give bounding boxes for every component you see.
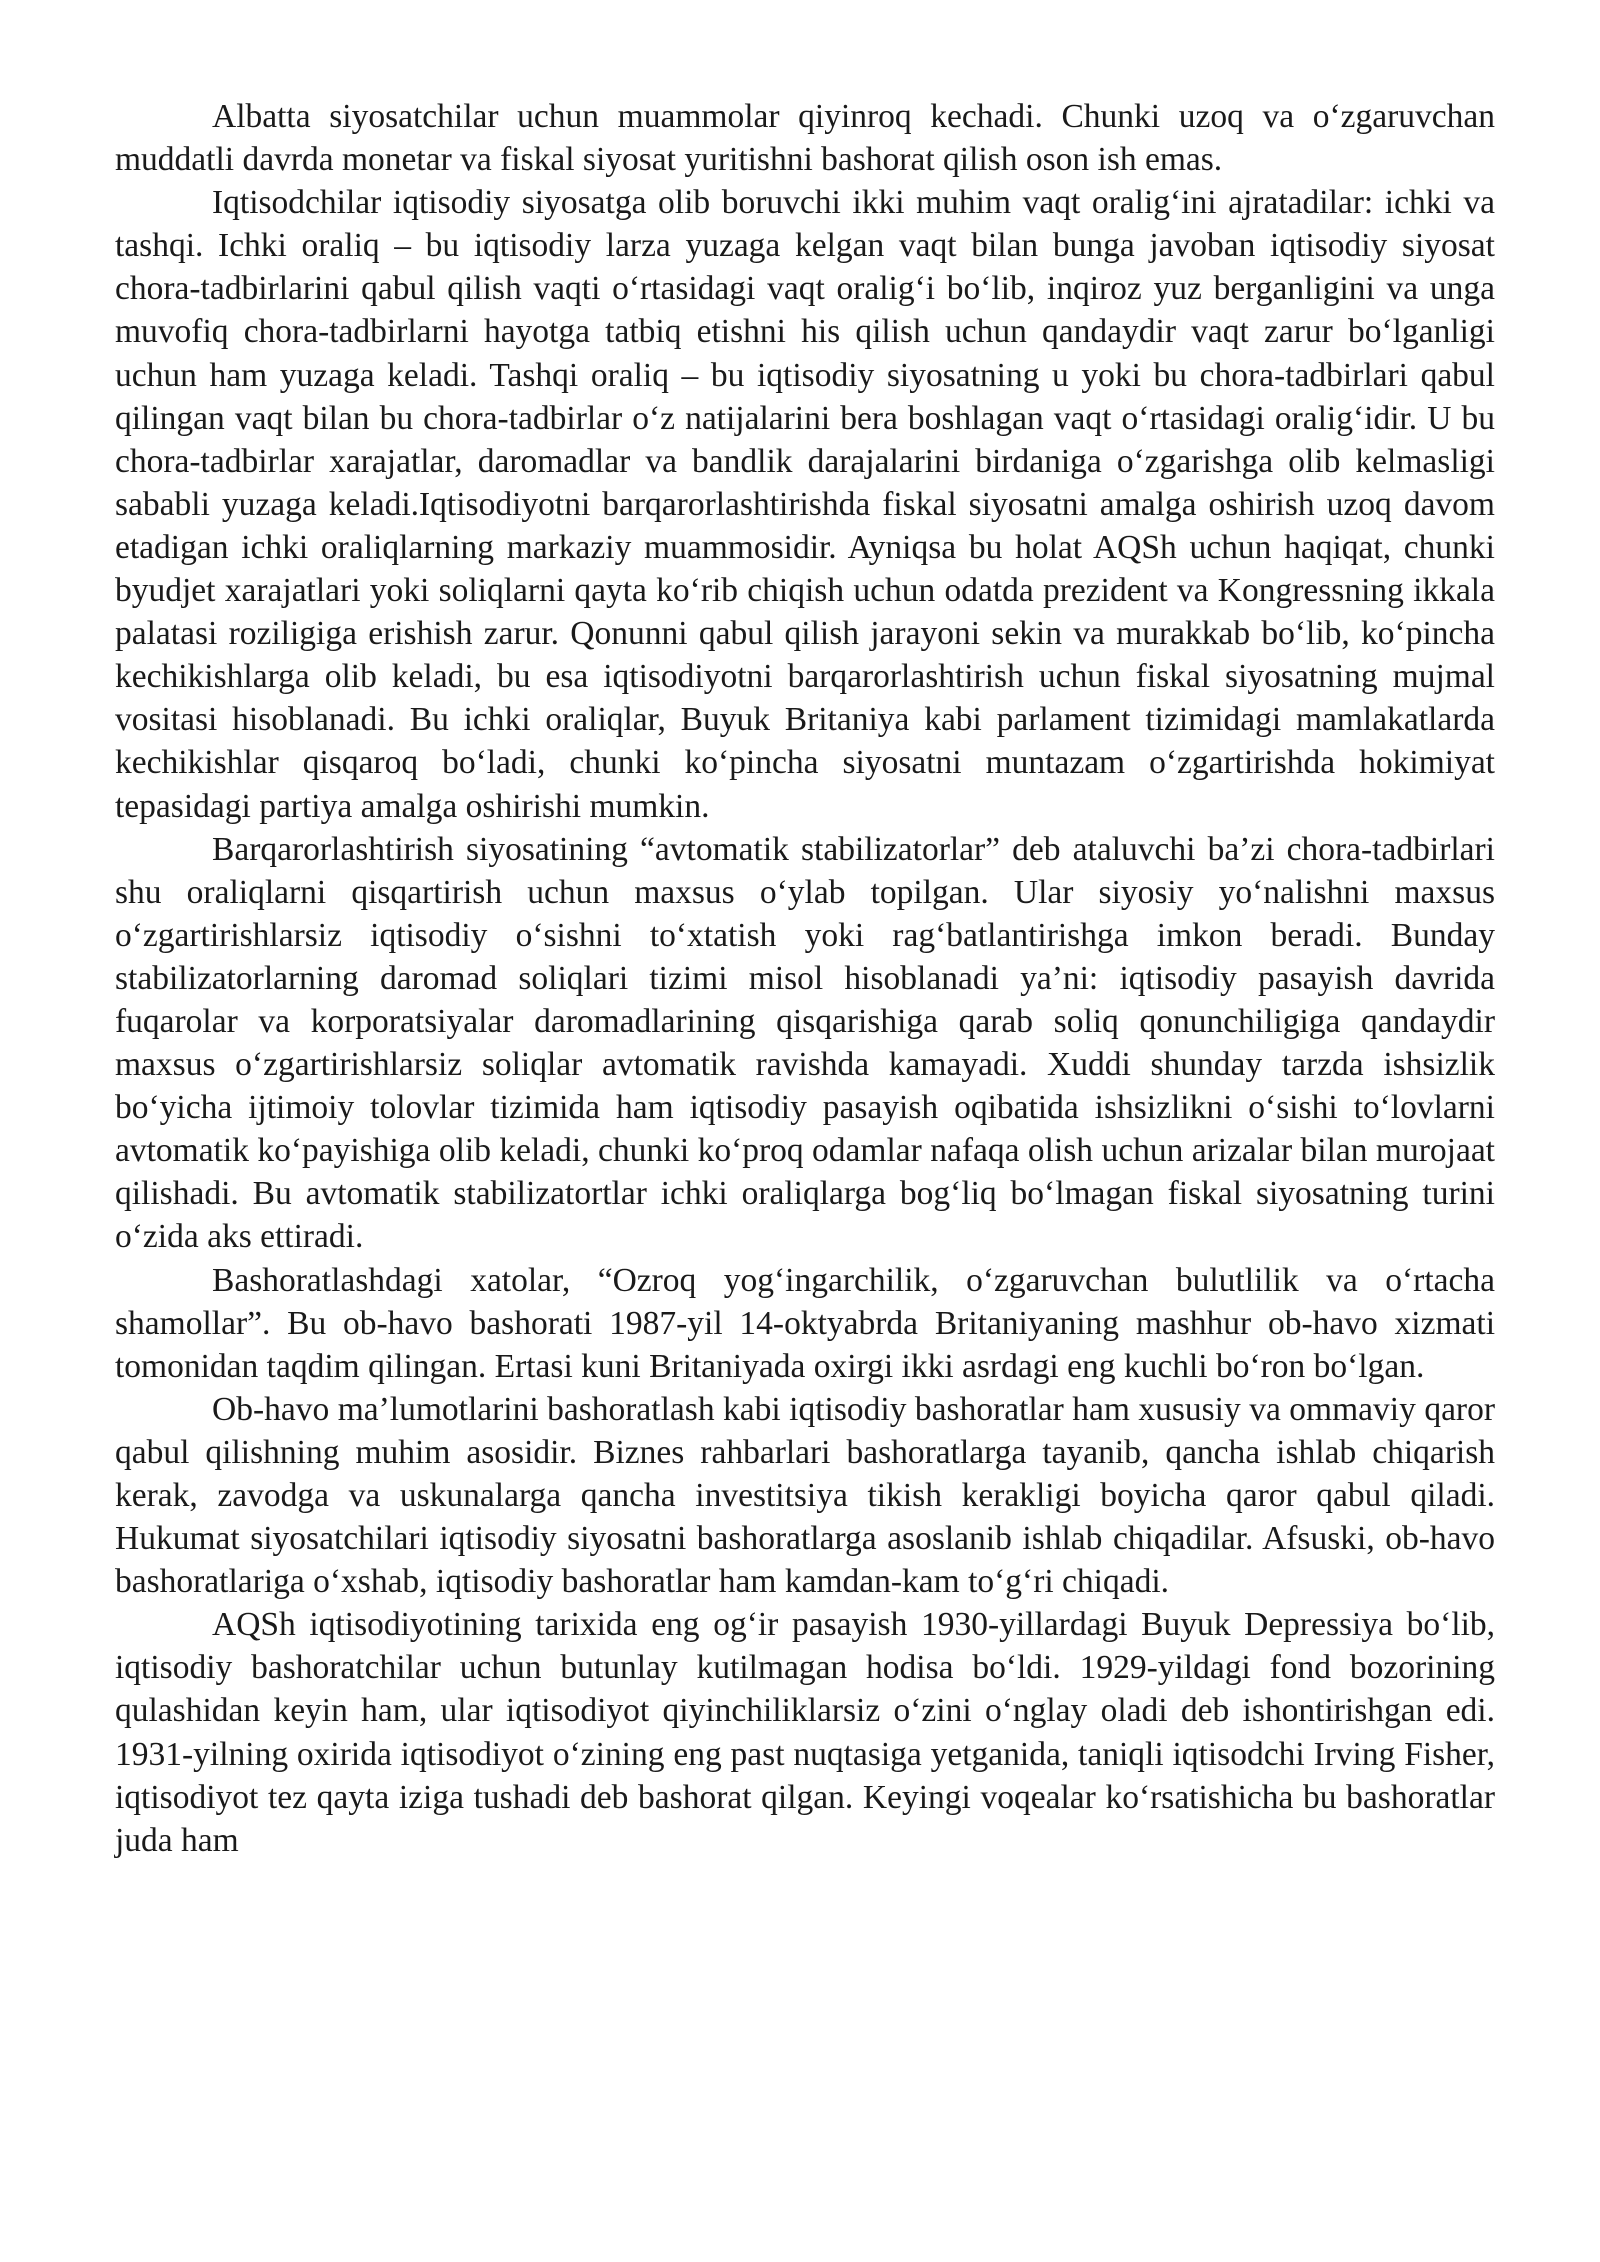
document-page <box>115 95 1495 1862</box>
paragraph-economic-forecasts: Ob-havo ma’lumotlarini bashoratlash kabi iqtisodiy bashoratlar ham xususiy va ommaviy qaror qabul qilishning muhim asosidir. Biznes rahbarlari bashoratlarga tayanib, qancha ishlab chiqarish kerak, zavodga va uskunalarga qancha investitsiya tikish kerakligi boyicha qaror qabul qiladi. Hukumat siyosatchilari iqtisodiy siyosatni bashoratlarga asoslanib ishlab chiqadilar. Afsuski, ob-havo bashoratlariga o‘xshab, iqtisodiy bashoratlar ham kamdan-kam to‘g‘ri chiqadi. <box>115 1390 1495 1601</box>
paragraph-forecast-mistakes: Bashoratlashdagi xatolar, “Ozroq yog‘ingarchilik, o‘zgaruvchan bulutlilik va o‘rtacha shamollar”. Bu ob-havo bashorati 1987-yil 14-oktyabrda Britaniyaning mashhur ob-havo xizmati tomonidan taqdim qilingan. Ertasi kuni Britaniyada oxirgi ikki asrdagi eng kuchli bo‘ron bo‘lgan. <box>115 1261 1495 1385</box>
paragraph-uncertainty: Albatta siyosatchilar uchun muammolar qiyinroq kechadi. Chunki uzoq va o‘zgaruvchan muddatli davrda monetar va fiskal siyosat yuritishni bashorat qilish oson ish emas. <box>115 98 1495 179</box>
paragraph-automatic-stabilizers: Barqarorlashtirish siyosatining “avtomatik stabilizatorlar” deb ataluvchi ba’zi chora-tadbirlari shu oraliqlarni qisqartirish uchun maxsus o‘ylab topilgan. Ular siyosiy yo‘nalishni maxsus o‘zgartirishlarsiz iqtisodiy o‘sishni to‘xtatish yoki rag‘batlantirishga imkon beradi. Bunday stabilizatorlarning daromad soliqlari tizimi misol hisoblanadi ya’ni: iqtisodiy pasayish davrida fuqarolar va korporatsiyalar daromadlarining qisqarishiga qarab soliq qonunchiligiga qandaydir maxsus o‘zgartirishlarsiz soliqlar avtomatik ravishda kamayadi. Xuddi shunday tarzda ishsizlik bo‘yicha ijtimoiy tolovlar tizimida ham iqtisodiy pasayish oqibatida ishsizlikni o‘sishi to‘lovlarni avtomatik ko‘payishiga olib keladi, chunki ko‘proq odamlar nafaqa olish uchun arizalar bilan murojaat qilishadi. Bu avtomatik stabilizatortlar ichki oraliqlarga bog‘liq bo‘lmagan fiskal siyosatning turini o‘zida aks ettiradi. <box>115 830 1495 1256</box>
paragraph-great-depression: AQSh iqtisodiyotining tarixida eng og‘ir pasayish 1930-yillardagi Buyuk Depressiya bo‘lib, iqtisodiy bashoratchilar uchun butunlay kutilmagan hodisa bo‘ldi. 1929-yildagi fond bozorining qulashidan keyin ham, ular iqtisodiyot qiyinchiliklarsiz o‘zini o‘nglay oladi deb ishontirishgan edi. 1931-yilning oxirida iqtisodiyot o‘zining eng past nuqtasiga yetganida, taniqli iqtisodchi Irving Fisher, iqtisodiyot tez qayta iziga tushadi deb bashorat qilgan. Keyingi voqealar ko‘rsatishicha bu bashoratlar juda ham <box>115 1606 1495 1859</box>
paragraph-inside-outside-lags: Iqtisodchilar iqtisodiy siyosatga olib boruvchi ikki muhim vaqt oralig‘ini ajratadilar: ichki va tashqi. Ichki oraliq – bu iqtisodiy larza yuzaga kelgan vaqt bilan bunga javoban iqtisodiy siyosat chora-tadbirlarini qabul qilish vaqti o‘rtasidagi vaqt oralig‘i bo‘lib, inqiroz yuz berganligini va unga muvofiq chora-tadbirlarni hayotga tatbiq etishni his qilish uchun qandaydir vaqt zarur bo‘lganligi uchun ham yuzaga keladi. Tashqi oraliq – bu iqtisodiy siyosatning u yoki bu chora-tadbirlari qabul qilingan vaqt bilan bu chora-tadbirlar o‘z natijalarini bera boshlagan vaqt o‘rtasidagi oralig‘idir. U bu chora-tadbirlar xarajatlar, daromadlar va bandlik darajalarini birdaniga o‘zgarishga olib kelmasligi sababli yuzaga keladi.Iqtisodiyotni barqarorlashtirishda fiskal siyosatni amalga oshirish uzoq davom etadigan ichki oraliqlarning markaziy muammosidir. Ayniqsa bu holat AQSh uchun haqiqat, chunki byudjet xarajatlari yoki soliqlarni qayta ko‘rib chiqish uchun odatda prezident va Kongressning ikkala palatasi roziligiga erishish zarur. Qonunni qabul qilish jarayoni sekin va murakkab bo‘lib, ko‘pincha kechikishlarga olib keladi, bu esa iqtisodiyotni barqarorlashtirish uchun fiskal siyosatning mujmal vositasi hisoblanadi. Bu ichki oraliqlar, Buyuk Britaniya kabi parlament tizimidagi mamlakatlarda kechikishlar qisqaroq bo‘ladi, chunki ko‘pincha siyosatni muntazam o‘zgartirishda hokimiyat tepasidagi partiya amalga oshirishi mumkin. <box>115 184 1495 825</box>
